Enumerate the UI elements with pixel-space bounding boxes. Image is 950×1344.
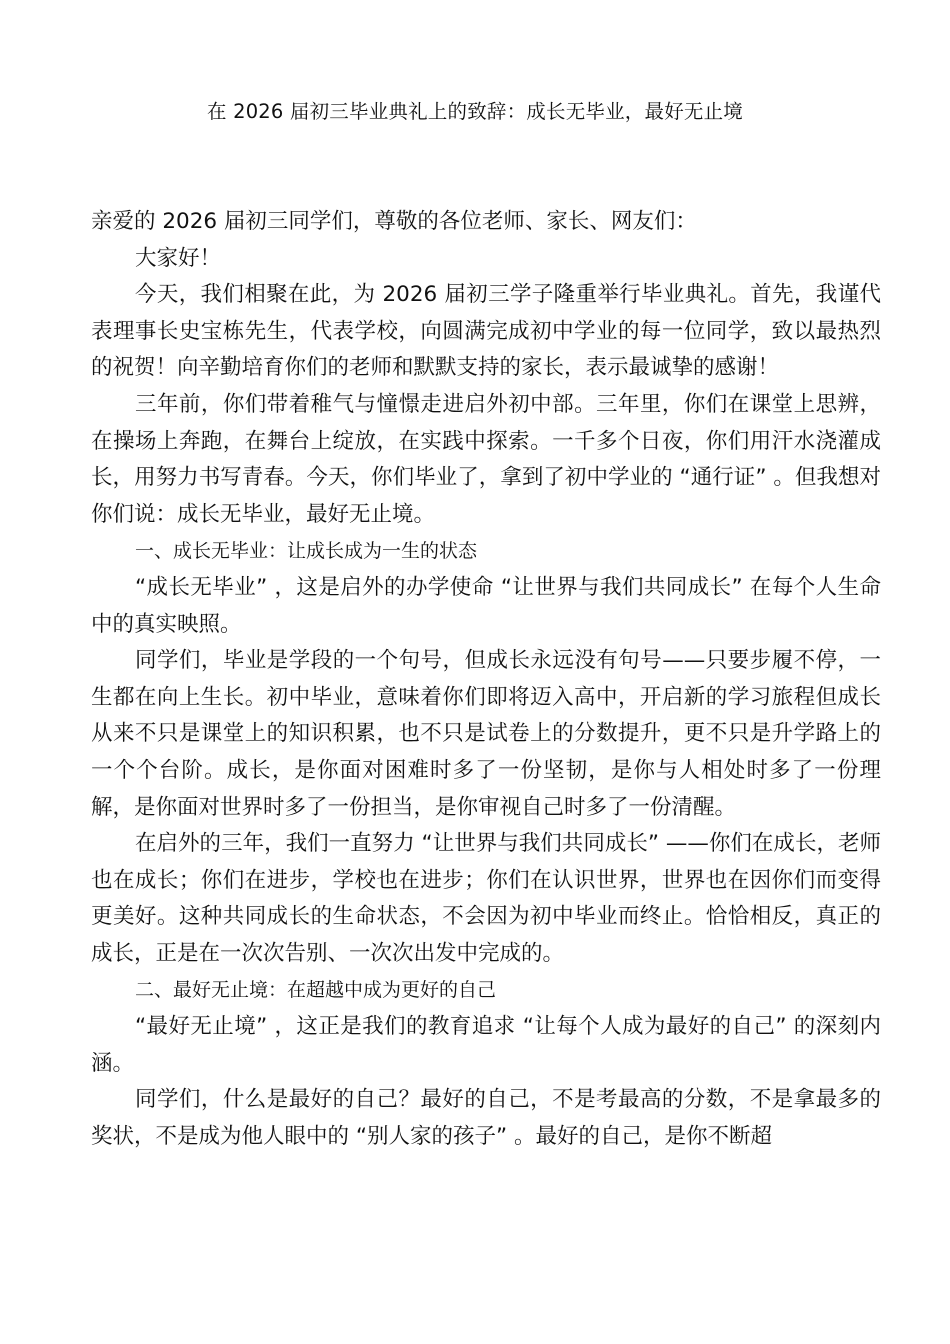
section-heading-1: 一、成长无毕业：让成长成为一生的状态 <box>135 540 478 563</box>
paragraph-best-pursuit: “最好无止境” ，这正是我们的教育追求 “让每个人成为最好的自己” 的深刻内涵。 <box>91 1014 881 1076</box>
paragraph-growth-mission: “成长无毕业” ，这是启外的办学使命 “让世界与我们共同成长” 在每个人生命中的真实映照。 <box>91 574 881 637</box>
salutation: 亲爱的 2026 届初三同学们，尊敬的各位老师、家长、网友们： <box>91 209 697 234</box>
document-title: 在 2026 届初三毕业典礼上的致辞：成长无毕业，最好无止境 <box>206 100 744 123</box>
paragraph-intro: 今天，我们相聚在此，为 2026 届初三学子隆重举行毕业典礼。首先，我谨代表理事长史宝栋先生，代表学校，向圆满完成初中学业的每一位同学，致以最热烈的祝贺！向辛勤培育你们的老师和默默支持的家长，表示最诚挚的感谢！ <box>91 282 881 381</box>
paragraph-best-self: 同学们，什么是最好的自己？最好的自己，不是考最高的分数，不是拿最多的奖状，不是成为他人眼中的 “别人家的孩子” 。最好的自己，是你不断超 <box>91 1087 881 1149</box>
document-body <box>91 204 881 1155</box>
paragraph-grow-together: 在启外的三年，我们一直努力 “让世界与我们共同成长” ——你们在成长，老师也在成长；你们在进步，学校也在进步；你们在认识世界，世界也在因你们而变得更美好。这种共同成长的生命状态，不会因为初中毕业而终止。恰恰相反，真正的成长，正是在一次次告别、一次次出发中完成的。 <box>91 831 881 966</box>
paragraph-greeting: 大家好！ <box>135 245 222 271</box>
section-heading-2: 二、最好无止境：在超越中成为更好的自己 <box>135 979 497 1002</box>
paragraph-three-years: 三年前，你们带着稚气与憧憬走进启外初中部。三年里，你们在课堂上思辨，在操场上奔跑，在舞台上绽放，在实践中探索。一千多个日夜，你们用汗水浇灌成长，用努力书写青春。今天，你们毕业了，拿到了初中学业的 “通行证” 。但我想对你们说：成长无毕业，最好无止境。 <box>91 391 881 527</box>
paragraph-growth-never-ends: 同学们，毕业是学段的一个句号，但成长永远没有句号——只要步履不停，一生都在向上生长。初中毕业，意味着你们即将迈入高中，开启新的学习旅程但成长从来不只是课堂上的知识积累，也不只是试卷上的分数提升，更不只是升学路上的一个个台阶。成长，是你面对困难时多了一份坚韧，是你与人相处时多了一份理解，是你面对世界时多了一份担当，是你审视自己时多了一份清醒。 <box>91 648 881 820</box>
